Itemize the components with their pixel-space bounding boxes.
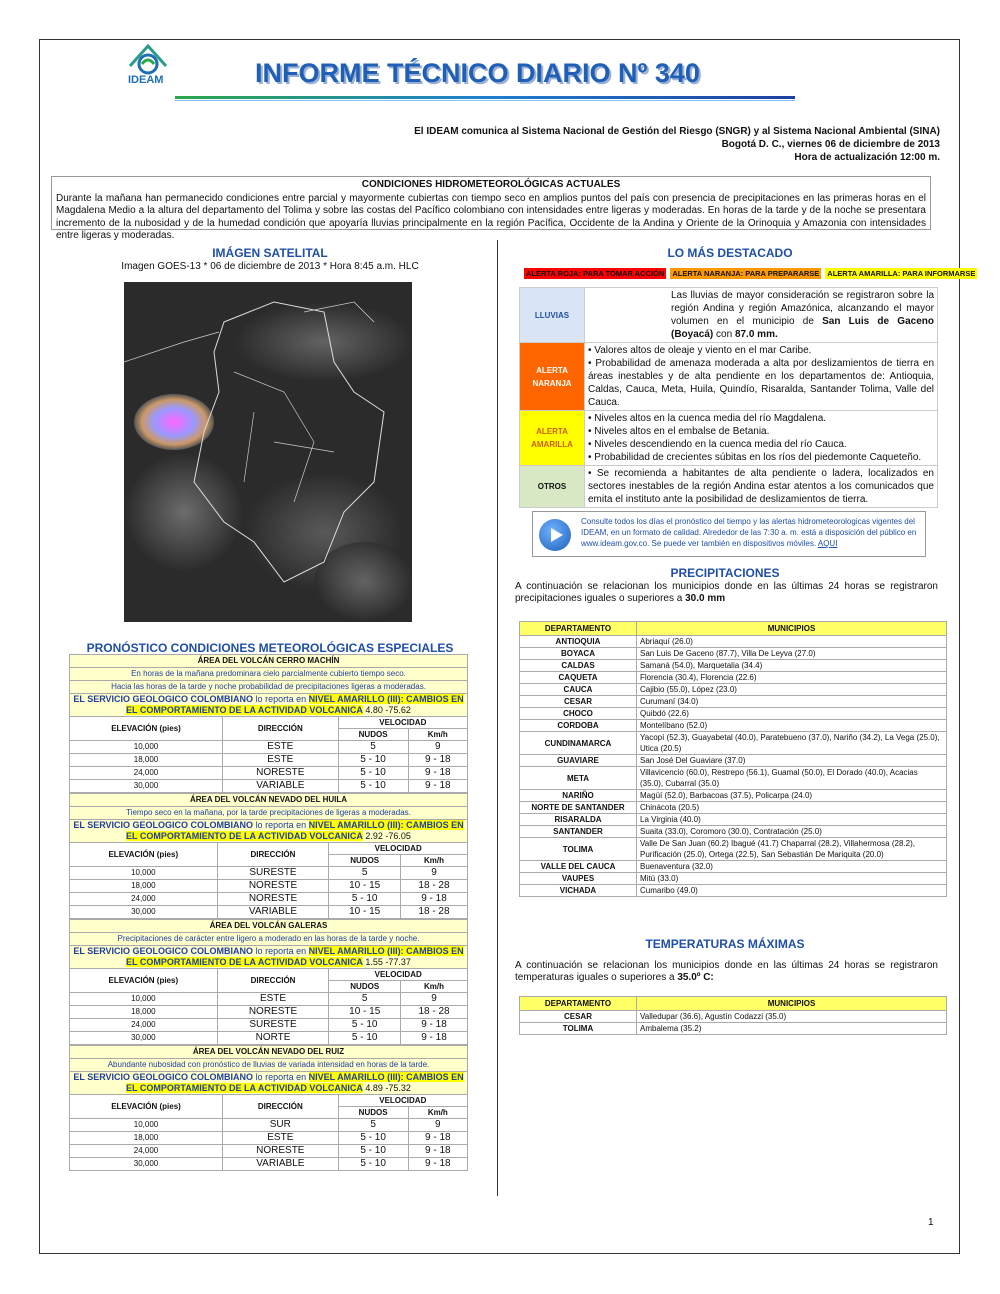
conditions-box: [51, 176, 931, 241]
otros-item: • Se recomienda a habitantes de alta pendiente o ladera, localizados en sectores inestables de la región Andina estar atentos a los comunicados que emita el instituto ante la posibilidad de deslizamientos de tierra.: [588, 468, 934, 505]
dept-cell: CESAR: [520, 696, 637, 708]
volcano-table: [69, 654, 468, 793]
temps-col-mun: MUNICIPIOS: [637, 997, 947, 1011]
table-row: [70, 1119, 468, 1132]
info-box: [532, 511, 926, 557]
precip-col-dept: DEPARTAMENTO: [520, 622, 637, 636]
dir-cell: SURESTE: [217, 867, 329, 880]
dir-cell: NORESTE: [223, 767, 339, 780]
play-icon[interactable]: [539, 519, 571, 551]
row-lluvias: [520, 288, 938, 343]
logo-text: IDEAM: [128, 74, 164, 86]
title-underline-2: [175, 100, 795, 101]
dir-cell: ESTE: [217, 993, 329, 1006]
report-title: INFORME TÉCNICO DIARIO Nº 340: [255, 58, 700, 88]
temps-title: TEMPERATURAS MÁXIMAS: [645, 937, 805, 951]
elev-cell: 18,000: [70, 754, 223, 767]
highlights-title: LO MÁS DESTACADO: [667, 246, 793, 260]
header-info: [240, 125, 940, 164]
amarilla-item: • Niveles descendiendo en la cuenca media del río Cauca.: [588, 439, 847, 450]
municipios-cell: San José Del Guaviare (37.0): [637, 755, 947, 767]
table-row: [520, 720, 947, 732]
municipios-cell: Villavicencio (60.0), Restrepo (56.1), Guamal (50.0), El Dorado (40.0), Acacias (35.0), Cubarral (35.0): [637, 767, 947, 790]
legend-red: ALERTA ROJA: PARA TOMAR ACCIÓN: [526, 269, 665, 278]
nudos-cell: 5 - 10: [338, 767, 408, 780]
dept-cell: VAUPES: [520, 873, 637, 885]
municipios-cell: Chinácota (20.5): [637, 802, 947, 814]
dept-cell: CESAR: [520, 1011, 637, 1023]
dir-cell: ESTE: [223, 741, 339, 754]
elev-cell: 30,000: [70, 1032, 218, 1045]
table-row: [520, 732, 947, 755]
table-row: [70, 1158, 468, 1171]
precip-intro: A continuación se relacionan los municipios donde en las últimas 24 horas se registraron precipitaciones iguales o superiores a 30.0 mm: [515, 581, 938, 604]
kmh-cell: 9 - 18: [401, 893, 468, 906]
municipios-cell: Florencia (30.4), Florencia (22.6): [637, 672, 947, 684]
municipios-cell: Valledupar (36.6), Agustín Codazzi (35.0): [637, 1011, 947, 1023]
nudos-cell: 10 - 15: [329, 880, 401, 893]
dept-cell: VICHADA: [520, 885, 637, 897]
table-row: [520, 648, 947, 660]
municipios-cell: Quibdó (22.6): [637, 708, 947, 720]
satellite-caption: Imagen GOES-13 * 06 de diciembre de 2013 * Hora 8:45 a.m. HLC: [121, 261, 419, 272]
kmh-cell: 9 - 18: [408, 1158, 467, 1171]
temps-col-dept: DEPARTAMENTO: [520, 997, 637, 1011]
info-link[interactable]: AQUI: [817, 539, 838, 548]
volcano-table: [69, 793, 468, 919]
precip-title: PRECIPITACIONES: [670, 566, 780, 580]
row-amarilla: [520, 411, 938, 466]
satellite-image: [124, 282, 412, 622]
kmh-cell: 18 - 28: [401, 1006, 468, 1019]
table-row: [70, 1145, 468, 1158]
nudos-cell: 5 - 10: [329, 893, 401, 906]
elev-cell: 30,000: [70, 780, 223, 793]
amarilla-item: • Niveles altos en la cuenca media del río Magdalena.: [588, 413, 827, 424]
nudos-cell: 5 - 10: [338, 754, 408, 767]
table-row: [520, 873, 947, 885]
table-row: [520, 802, 947, 814]
table-row: [520, 1023, 947, 1035]
volcano-area: ÁREA DEL VOLCÁN NEVADO DEL RUIZ: [70, 1046, 468, 1059]
kmh-cell: 9 - 18: [408, 780, 467, 793]
column-divider: [497, 240, 498, 1196]
table-row: [70, 741, 468, 754]
dir-cell: SURESTE: [217, 1019, 329, 1032]
table-row: [70, 867, 468, 880]
municipios-cell: Magüí (52.0), Barbacoas (37.5), Policarpa (24.0): [637, 790, 947, 802]
otros-list: [585, 466, 938, 508]
satellite-map: [124, 282, 412, 622]
elev-cell: 30,000: [70, 906, 218, 919]
nudos-cell: 5 - 10: [338, 1158, 408, 1171]
table-row: [520, 885, 947, 897]
dept-cell: CAUCA: [520, 684, 637, 696]
dir-cell: NORESTE: [217, 1006, 329, 1019]
dept-cell: CORDOBA: [520, 720, 637, 732]
table-row: [70, 780, 468, 793]
dir-header: DIRECCIÓN: [223, 1095, 339, 1119]
municipios-cell: Cumaribo (49.0): [637, 885, 947, 897]
municipios-cell: Abriaquí (26.0): [637, 636, 947, 648]
dir-header: DIRECCIÓN: [217, 843, 329, 867]
table-row: [70, 1006, 468, 1019]
municipios-cell: Yacopí (52.3), Guayabetal (40.0), Paratebueno (37.0), Nariño (34.2), La Vega (25.0), Utica (20.5): [637, 732, 947, 755]
municipios-cell: Samaná (54.0), Marquetalia (34.4): [637, 660, 947, 672]
kmh-cell: 9: [401, 993, 468, 1006]
volcano-desc: Abundante nubosidad con pronóstico de lluvias de variada intensidad en horas de la tarde.: [70, 1059, 468, 1072]
table-row: [520, 1011, 947, 1023]
nudos-cell: 5 - 10: [338, 780, 408, 793]
naranja-item: • Probabilidad de amenaza moderada a alta por deslizamientos de tierra en áreas inestables y de alta pendiente en los departamentos de: Antioquia, Caldas, Cauca, Meta, Huila, Quindío, Risaralda, Santander Tolima, Valle del Cauca.: [588, 358, 935, 408]
dept-cell: TOLIMA: [520, 838, 637, 861]
volcano-area: ÁREA DEL VOLCÁN CERRO MACHÍN: [70, 655, 468, 668]
dept-cell: CHOCO: [520, 708, 637, 720]
alert-legend: [524, 268, 977, 279]
temps-intro: A continuación se relacionan los municipios donde en las últimas 24 horas se registraron temperaturas iguales o superiores a 35.0º C:: [515, 960, 938, 983]
lluvias-text: Las lluvias de mayor consideración se registraron sobre la región Andina y región Amazónica, alcanzando el mayor volumen en el municipio de San Luis de Gaceno (Boyacá) con 87.0 mm.: [585, 288, 938, 343]
elev-cell: 24,000: [70, 1145, 223, 1158]
table-row: [70, 1132, 468, 1145]
vel-header: VELOCIDAD: [338, 1095, 467, 1107]
header-update: Hora de actualización 12:00 m.: [794, 152, 940, 163]
dept-cell: CAQUETA: [520, 672, 637, 684]
satellite-title: IMÁGEN SATELITAL: [212, 246, 328, 260]
forecast-block: [69, 654, 468, 1171]
table-row: [520, 861, 947, 873]
dept-cell: ANTIOQUIA: [520, 636, 637, 648]
conditions-text: Durante la mañana han permanecido condiciones entre parcial y mayormente cubiertas con tiempo seco en amplios puntos del país con presencia de precipitaciones en las primeras horas en el Magdalena Medio a la altura del departamento del Tolima y sobre las costas del Pacífico colombiano con intensidades entre ligeras y moderadas. En horas de la tarde y de la noche se presentara incremento de la nubosidad y de la humedad condición que apoyaría lluvias principalmente en la región Pacífica, Occidente de la Andina y Oriente de la Orinoquia y Amazonia con intensidades entre ligeras y moderadas.: [56, 192, 926, 241]
elev-cell: 10,000: [70, 741, 223, 754]
kmh-cell: 9 - 18: [408, 767, 467, 780]
nudos-cell: 5 - 10: [329, 1019, 401, 1032]
nudos-header: NUDOS: [329, 855, 401, 867]
elev-cell: 18,000: [70, 1132, 223, 1145]
volcano-area: ÁREA DEL VOLCÁN GALERAS: [70, 920, 468, 933]
table-row: [520, 636, 947, 648]
naranja-item: • Valores altos de oleaje y viento en el mar Caribe.: [588, 345, 812, 356]
kmh-cell: 9 - 18: [408, 1132, 467, 1145]
dir-header: DIRECCIÓN: [217, 969, 329, 993]
header-line1: El IDEAM comunica al Sistema Nacional de Gestión del Riesgo (SNGR) y al Sistema Nacional Ambiental (SINA): [414, 126, 940, 137]
kmh-header: Km/h: [408, 729, 467, 741]
nudos-cell: 10 - 15: [329, 1006, 401, 1019]
label-lluvias: LLUVIAS: [520, 288, 585, 343]
municipios-cell: Mitú (33.0): [637, 873, 947, 885]
dept-cell: NARIÑO: [520, 790, 637, 802]
volcano-desc: En horas de la mañana predominara cielo parcialmente cubierto tiempo seco.: [70, 668, 468, 681]
page-number: 1: [928, 1217, 934, 1228]
elev-header: ELEVACIÓN (pies): [70, 969, 218, 993]
dept-cell: RISARALDA: [520, 814, 637, 826]
header-date: Bogotá D. C., viernes 06 de diciembre de 2013: [721, 139, 940, 150]
table-row: [70, 880, 468, 893]
nudos-cell: 5: [329, 993, 401, 1006]
elev-header: ELEVACIÓN (pies): [70, 843, 218, 867]
kmh-header: Km/h: [401, 981, 468, 993]
elev-cell: 18,000: [70, 1006, 218, 1019]
elev-cell: 30,000: [70, 1158, 223, 1171]
dir-cell: VARIABLE: [217, 906, 329, 919]
elev-cell: 10,000: [70, 993, 218, 1006]
elev-cell: 24,000: [70, 893, 218, 906]
nudos-cell: 5: [338, 1119, 408, 1132]
nudos-cell: 10 - 15: [329, 906, 401, 919]
dir-cell: ESTE: [223, 754, 339, 767]
amarilla-item: • Probabilidad de crecientes súbitas en los ríos del piedemonte Caqueteño.: [588, 452, 922, 463]
legend-yellow: ALERTA AMARILLA: PARA INFORMARSE: [827, 269, 976, 278]
title-underline: [175, 96, 795, 99]
dept-cell: SANTANDER: [520, 826, 637, 838]
elev-cell: 24,000: [70, 1019, 218, 1032]
nudos-cell: 5: [329, 867, 401, 880]
nudos-cell: 5 - 10: [338, 1145, 408, 1158]
row-otros: [520, 466, 938, 508]
table-row: [520, 684, 947, 696]
elev-header: ELEVACIÓN (pies): [70, 1095, 223, 1119]
table-row: [70, 754, 468, 767]
label-naranja: ALERTA NARANJA: [520, 343, 585, 411]
nudos-cell: 5: [338, 741, 408, 754]
kmh-cell: 9: [408, 1119, 467, 1132]
table-row: [520, 755, 947, 767]
precip-table: [519, 621, 947, 897]
elev-cell: 18,000: [70, 880, 218, 893]
kmh-cell: 9: [401, 867, 468, 880]
table-row: [70, 893, 468, 906]
nudos-header: NUDOS: [329, 981, 401, 993]
highlights-table: [519, 287, 938, 508]
volcano-area: ÁREA DEL VOLCÁN NEVADO DEL HUILA: [70, 794, 468, 807]
nudos-header: NUDOS: [338, 729, 408, 741]
volcano-level: EL SERVICIO GEOLOGICO COLOMBIANO lo reporta en NIVEL AMARILLO (III): CAMBIOS EN EL COMPORTAMIENTO DE LA ACTIVIDAD VOLCANICA 2.92 -76.05: [70, 820, 468, 843]
vel-header: VELOCIDAD: [338, 717, 467, 729]
vel-header: VELOCIDAD: [329, 843, 468, 855]
dept-cell: VALLE DEL CAUCA: [520, 861, 637, 873]
dept-cell: TOLIMA: [520, 1023, 637, 1035]
dept-cell: BOYACA: [520, 648, 637, 660]
amarilla-list: [585, 411, 938, 466]
table-row: [70, 906, 468, 919]
table-row: [70, 767, 468, 780]
elev-cell: 10,000: [70, 1119, 223, 1132]
nudos-cell: 5 - 10: [338, 1132, 408, 1145]
kmh-header: Km/h: [401, 855, 468, 867]
temps-table: [519, 996, 947, 1035]
table-row: [520, 838, 947, 861]
dir-cell: VARIABLE: [223, 780, 339, 793]
dir-cell: NORESTE: [217, 893, 329, 906]
municipios-cell: Valle De San Juan (60.2) Ibagué (41.7) Chaparral (28.2), Villahermosa (28.2), Purificación (25.0), Ortega (22.5), San Sebastián De Mariquita (20.0): [637, 838, 947, 861]
volcano-desc2: Hacia las horas de la tarde y noche probabilidad de precipitaciones ligeras a moderadas.: [70, 681, 468, 694]
municipios-cell: Curumaní (34.0): [637, 696, 947, 708]
naranja-list: [585, 343, 938, 411]
dept-cell: META: [520, 767, 637, 790]
volcano-desc: Precipitaciones de carácter entre ligero a moderado en las horas de la tarde y noche.: [70, 933, 468, 946]
table-row: [520, 708, 947, 720]
vel-header: VELOCIDAD: [329, 969, 468, 981]
municipios-cell: Cajibio (55.0), López (23.0): [637, 684, 947, 696]
kmh-cell: 9 - 18: [408, 1145, 467, 1158]
kmh-cell: 9 - 18: [408, 754, 467, 767]
precip-col-mun: MUNICIPIOS: [637, 622, 947, 636]
nudos-header: NUDOS: [338, 1107, 408, 1119]
table-row: [520, 767, 947, 790]
conditions-title: CONDICIONES HIDROMETEOROLÓGICAS ACTUALES: [361, 179, 621, 190]
table-row: [70, 1032, 468, 1045]
dir-cell: SUR: [223, 1119, 339, 1132]
kmh-cell: 9: [408, 741, 467, 754]
table-row: [520, 814, 947, 826]
dept-cell: CUNDINAMARCA: [520, 732, 637, 755]
kmh-cell: 9 - 18: [401, 1032, 468, 1045]
kmh-cell: 18 - 28: [401, 880, 468, 893]
table-row: [520, 672, 947, 684]
info-text: Consulte todos los días el pronóstico del tiempo y las alertas hidrometeorologicas vigentes del IDEAM, en un formato de calidad. Alrededor de las 7:30 a. m. está a disposición del público en www.ideam.gov.co. Se puede ver también en dispositivos móviles.: [581, 517, 917, 548]
label-amarilla: ALERTA AMARILLA: [520, 411, 585, 466]
elev-cell: 24,000: [70, 767, 223, 780]
dept-cell: GUAVIARE: [520, 755, 637, 767]
kmh-header: Km/h: [408, 1107, 467, 1119]
volcano-level: EL SERVICIO GEOLOGICO COLOMBIANO lo reporta en NIVEL AMARILLO (III): CAMBIOS EN EL COMPORTAMIENTO DE LA ACTIVIDAD VOLCANICA 4.89 -75.32: [70, 1072, 468, 1095]
municipios-cell: Buenaventura (32.0): [637, 861, 947, 873]
municipios-cell: Montelíbano (52.0): [637, 720, 947, 732]
elev-cell: 10,000: [70, 867, 218, 880]
volcano-desc: Tiempo seco en la mañana, por la tarde precipitaciones de ligeras a moderadas.: [70, 807, 468, 820]
dir-cell: VARIABLE: [223, 1158, 339, 1171]
dept-cell: NORTE DE SANTANDER: [520, 802, 637, 814]
dir-header: DIRECCIÓN: [223, 717, 339, 741]
table-row: [520, 826, 947, 838]
dir-cell: ESTE: [223, 1132, 339, 1145]
dir-cell: NORTE: [217, 1032, 329, 1045]
forecast-title: PRONÓSTICO CONDICIONES METEOROLÓGICAS ESPECIALES: [86, 641, 454, 655]
volcano-level: EL SERVICIO GEOLOGICO COLOMBIANO lo reporta en NIVEL AMARILLO (III): CAMBIOS EN EL COMPORTAMIENTO DE LA ACTIVIDAD VOLCANICA 4.80 -75.62: [70, 694, 468, 717]
volcano-table: [69, 919, 468, 1045]
volcano-table: [69, 1045, 468, 1171]
table-row: [520, 790, 947, 802]
volcano-level: EL SERVICIO GEOLOGICO COLOMBIANO lo reporta en NIVEL AMARILLO (III): CAMBIOS EN EL COMPORTAMIENTO DE LA ACTIVIDAD VOLCANICA 1.55 -77.37: [70, 946, 468, 969]
dir-cell: NORESTE: [223, 1145, 339, 1158]
municipios-cell: La Virginia (40.0): [637, 814, 947, 826]
amarilla-item: • Niveles altos en el embalse de Betania.: [588, 426, 770, 437]
municipios-cell: Ambalema (35.2): [637, 1023, 947, 1035]
row-naranja: [520, 343, 938, 411]
label-otros: OTROS: [520, 466, 585, 508]
table-row: [520, 696, 947, 708]
kmh-cell: 9 - 18: [401, 1019, 468, 1032]
table-row: [70, 993, 468, 1006]
table-row: [70, 1019, 468, 1032]
dir-cell: NORESTE: [217, 880, 329, 893]
municipios-cell: San Luis De Gaceno (87.7), Villa De Leyva (27.0): [637, 648, 947, 660]
legend-orange: ALERTA NARANJA: PARA PREPARARSE: [672, 269, 820, 278]
table-row: [520, 660, 947, 672]
dept-cell: CALDAS: [520, 660, 637, 672]
nudos-cell: 5 - 10: [329, 1032, 401, 1045]
kmh-cell: 18 - 28: [401, 906, 468, 919]
elev-header: ELEVACIÓN (pies): [70, 717, 223, 741]
municipios-cell: Suaita (33.0), Coromoro (30.0), Contratación (25.0): [637, 826, 947, 838]
